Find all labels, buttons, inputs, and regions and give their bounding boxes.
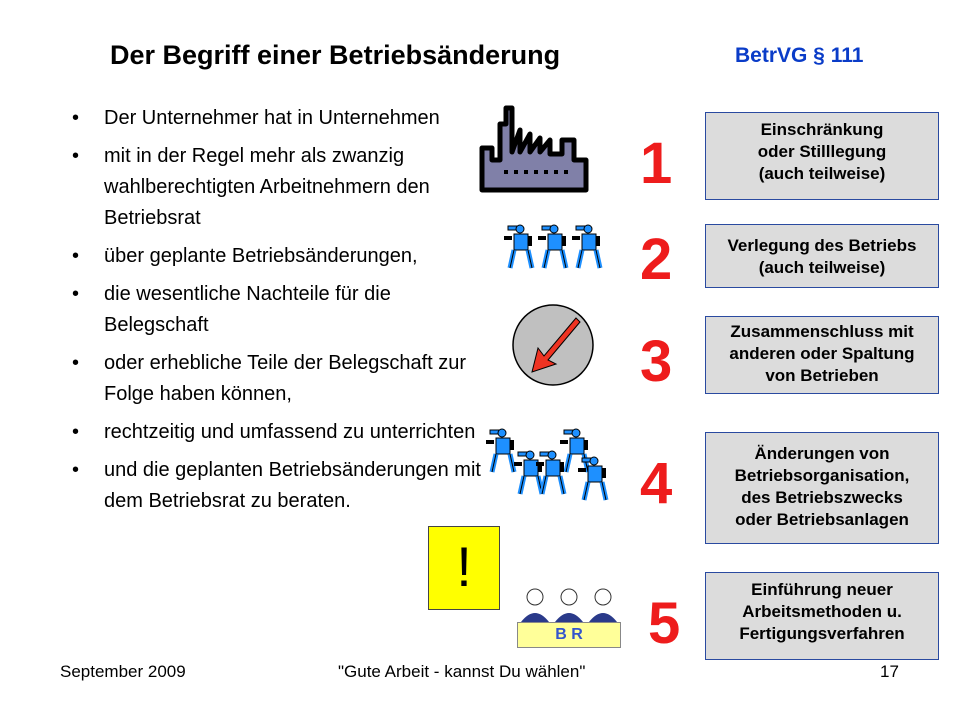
category-box-5: Einführung neuer Arbeitsmethoden u. Fertigungsverfahren	[705, 572, 939, 660]
exclamation-box: !	[428, 526, 500, 610]
number-3: 3	[640, 329, 673, 394]
bullet-item: • rechtzeitig und umfassend zu unterrichten	[68, 417, 488, 448]
workers-icon	[500, 222, 610, 270]
number-2: 2	[640, 227, 673, 292]
arrow-circle-icon	[510, 302, 596, 388]
number-5: 5	[648, 591, 681, 656]
number-4: 4	[640, 451, 673, 516]
bullet-item: • die wesentliche Nachteile für die Belegschaft	[68, 279, 488, 341]
footer-date: September 2009	[60, 662, 186, 681]
footer-page-number: 17	[880, 662, 899, 681]
category-box-1: Einschränkung oder Stilllegung (auch teilweise)	[705, 112, 939, 200]
footer-slogan: "Gute Arbeit - kannst Du wählen"	[338, 662, 586, 681]
bullet-item: • Der Unternehmer hat in Unternehmen	[68, 103, 488, 134]
bullet-item: • und die geplanten Betriebsänderungen mit dem Betriebsrat zu beraten.	[68, 455, 488, 517]
bullet-item: • mit in der Regel mehr als zwanzig wahlberechtigten Arbeitnehmern den Betriebsrat	[68, 141, 488, 234]
bullet-item: • über geplante Betriebsänderungen,	[68, 241, 488, 272]
slide-title: Der Begriff einer Betriebsänderung	[110, 40, 561, 70]
bullet-list	[68, 103, 488, 524]
bullet-item: • oder erhebliche Teile der Belegschaft zur Folge haben können,	[68, 348, 488, 410]
number-1: 1	[640, 131, 673, 196]
factory-icon	[478, 104, 590, 194]
council-icon	[517, 588, 621, 622]
law-reference: BetrVG § 111	[735, 44, 864, 67]
workers-group-icon	[484, 424, 614, 520]
council-label: B R	[517, 622, 621, 648]
category-box-2: Verlegung des Betriebs (auch teilweise)	[705, 224, 939, 288]
category-box-3: Zusammenschluss mit anderen oder Spaltung von Betrieben	[705, 316, 939, 394]
category-box-4: Änderungen von Betriebsorganisation, des Betriebszwecks oder Betriebsanlagen	[705, 432, 939, 544]
